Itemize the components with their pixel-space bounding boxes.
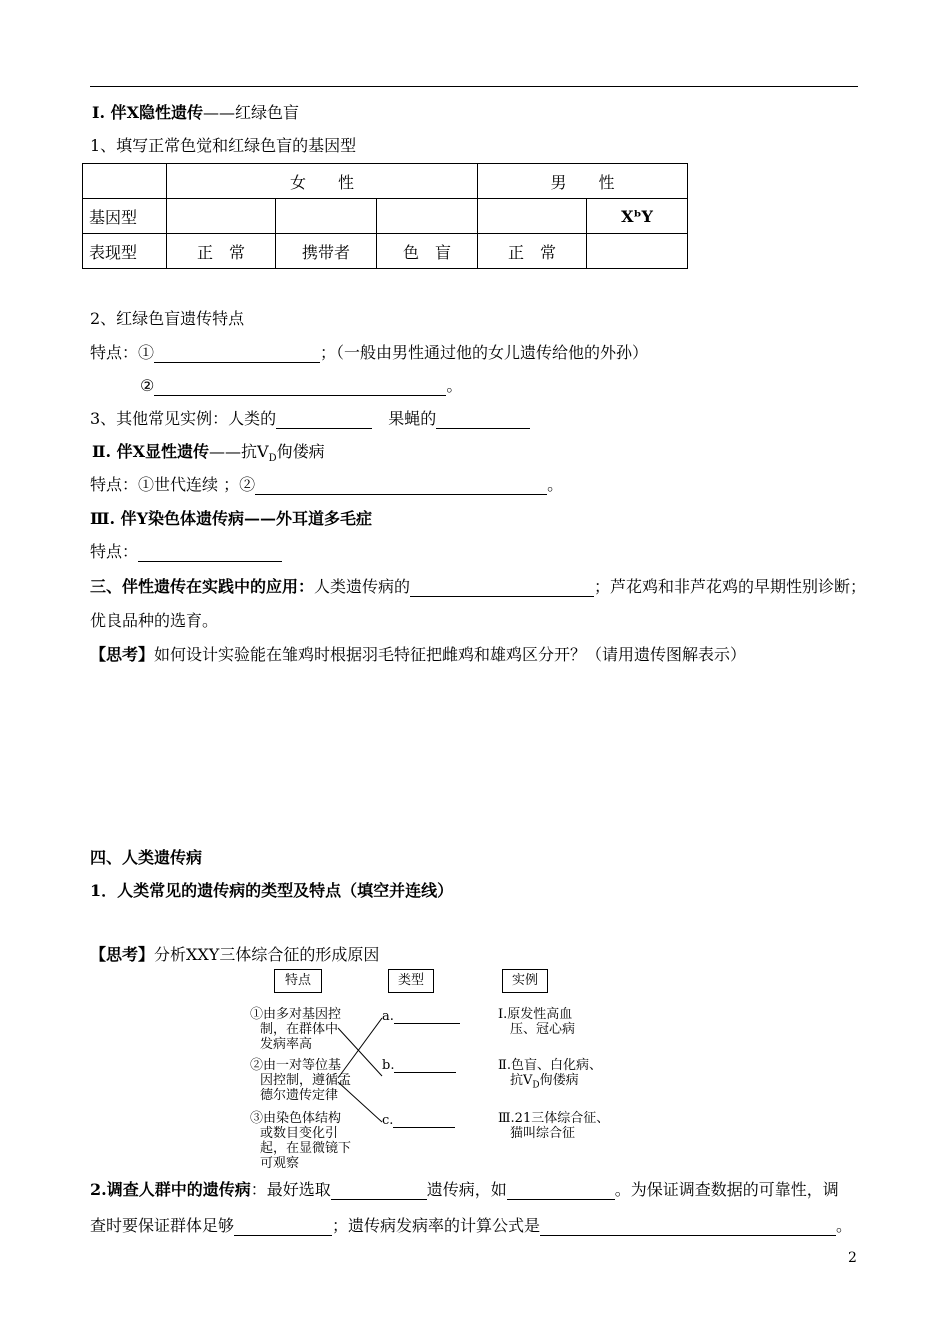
blank[interactable]: [394, 1060, 456, 1073]
type-a: a.: [382, 1009, 460, 1024]
section-1-title-bold: Ⅰ. 伴X隐性遗传: [92, 103, 204, 122]
section-5-question-1: 1．人类常见的遗传病的类型及特点（填空并连线）: [90, 881, 454, 900]
type-c: c.: [382, 1113, 455, 1128]
phenotype-cell: 色 盲: [377, 234, 478, 269]
diagram-header-examples: 实例: [502, 969, 548, 993]
blank[interactable]: [154, 346, 320, 363]
question-3: 3、其他常见实例：人类的 果蝇的: [90, 406, 530, 429]
connector-line: [338, 1082, 382, 1122]
think-1: 【思考】如何设计实验能在雏鸡时根据羽毛特征把雌鸡和雄鸡区分开？（请用遗传图解表示）: [90, 645, 747, 664]
section-3-title: Ⅲ. 伴Y染色体遗传病——外耳道多毛症: [90, 509, 373, 528]
section-4-line-2: 优良品种的选育。: [90, 611, 219, 630]
feature-2: ②由一对等位基 因控制，遵循孟 德尔遗传定律: [250, 1058, 352, 1103]
genotype-male-colorblind: XᵇY: [587, 199, 688, 234]
type-b: b.: [382, 1058, 456, 1073]
question-1: 1、填写正常色觉和红绿色盲的基因型: [90, 136, 357, 155]
section-5-question-2-line-1: 2.调查人群中的遗传病：最好选取 遗传病，如 。为保证调查数据的可靠性，调: [90, 1180, 839, 1199]
diagram-header-types: 类型: [388, 969, 434, 993]
genotype-cell[interactable]: [276, 199, 377, 234]
example-1: Ⅰ.原发性高血 压、冠心病: [498, 1007, 576, 1037]
blank[interactable]: [154, 379, 446, 396]
section-5-question-2-line-2: 查时要保证群体足够 ；遗传病发病率的计算公式是 。: [90, 1216, 853, 1235]
blank[interactable]: [507, 1183, 615, 1200]
header-rule: [90, 86, 858, 87]
section-2-feature: 特点：①世代连续 ；② 。: [90, 475, 564, 494]
blank[interactable]: [436, 412, 530, 429]
question-2: 2、红绿色盲遗传特点: [90, 309, 245, 328]
phenotype-cell: 携带者: [276, 234, 377, 269]
genotype-table: [82, 163, 688, 269]
feature-line-2: ② 。: [140, 376, 463, 395]
blank[interactable]: [138, 545, 282, 562]
section-5-title: 四、人类遗传病: [90, 848, 203, 867]
blank[interactable]: [394, 1011, 460, 1024]
phenotype-cell: 正 常: [167, 234, 276, 269]
page-number: 2: [848, 1250, 857, 1266]
section-2-title: Ⅱ. 伴X显性遗传——抗$V_D$佝偻病: [92, 442, 325, 465]
example-2: Ⅱ.色盲、白化病、 抗$V_D$佝偻病: [498, 1058, 602, 1091]
blank[interactable]: [410, 580, 594, 597]
blank[interactable]: [393, 1115, 455, 1128]
section-1-title: [92, 100, 299, 123]
blank[interactable]: [276, 412, 372, 429]
diagram-header-features: 特点: [274, 969, 322, 993]
connector-lines: [330, 1010, 390, 1130]
section-4-line-1: 三、伴性遗传在实践中的应用：人类遗传病的 ；芦花鸡和非芦花鸡的早期性别诊断；: [90, 577, 867, 596]
phenotype-cell: 正 常: [478, 234, 587, 269]
header-male: 男 性: [478, 164, 688, 199]
genotype-cell[interactable]: [478, 199, 587, 234]
row-label-genotype: 基因型: [83, 199, 167, 234]
blank[interactable]: [234, 1219, 332, 1236]
genotype-cell[interactable]: [167, 199, 276, 234]
row-label-phenotype: 表现型: [83, 234, 167, 269]
think-2: 【思考】分析XXY三体综合征的形成原因: [90, 945, 380, 964]
section-3-feature: 特点：: [90, 539, 282, 562]
feature-1: ①由多对基因控 制，在群体中 发病率高: [250, 1007, 342, 1052]
section-1-title-normal: ——红绿色盲: [203, 103, 300, 122]
feature-line-1: 特点：① ；（一般由男性通过他的女儿遗传给他的外孙）: [90, 343, 649, 362]
blank[interactable]: [540, 1219, 836, 1236]
genotype-cell[interactable]: [377, 199, 478, 234]
header-female: 女 性: [167, 164, 478, 199]
example-3: Ⅲ.21三体综合征、 猫叫综合征: [498, 1111, 610, 1141]
blank[interactable]: [331, 1183, 427, 1200]
feature-3: ③由染色体结构 或数目变化引 起，在显微镜下 可观察: [250, 1111, 352, 1171]
blank[interactable]: [255, 478, 547, 495]
